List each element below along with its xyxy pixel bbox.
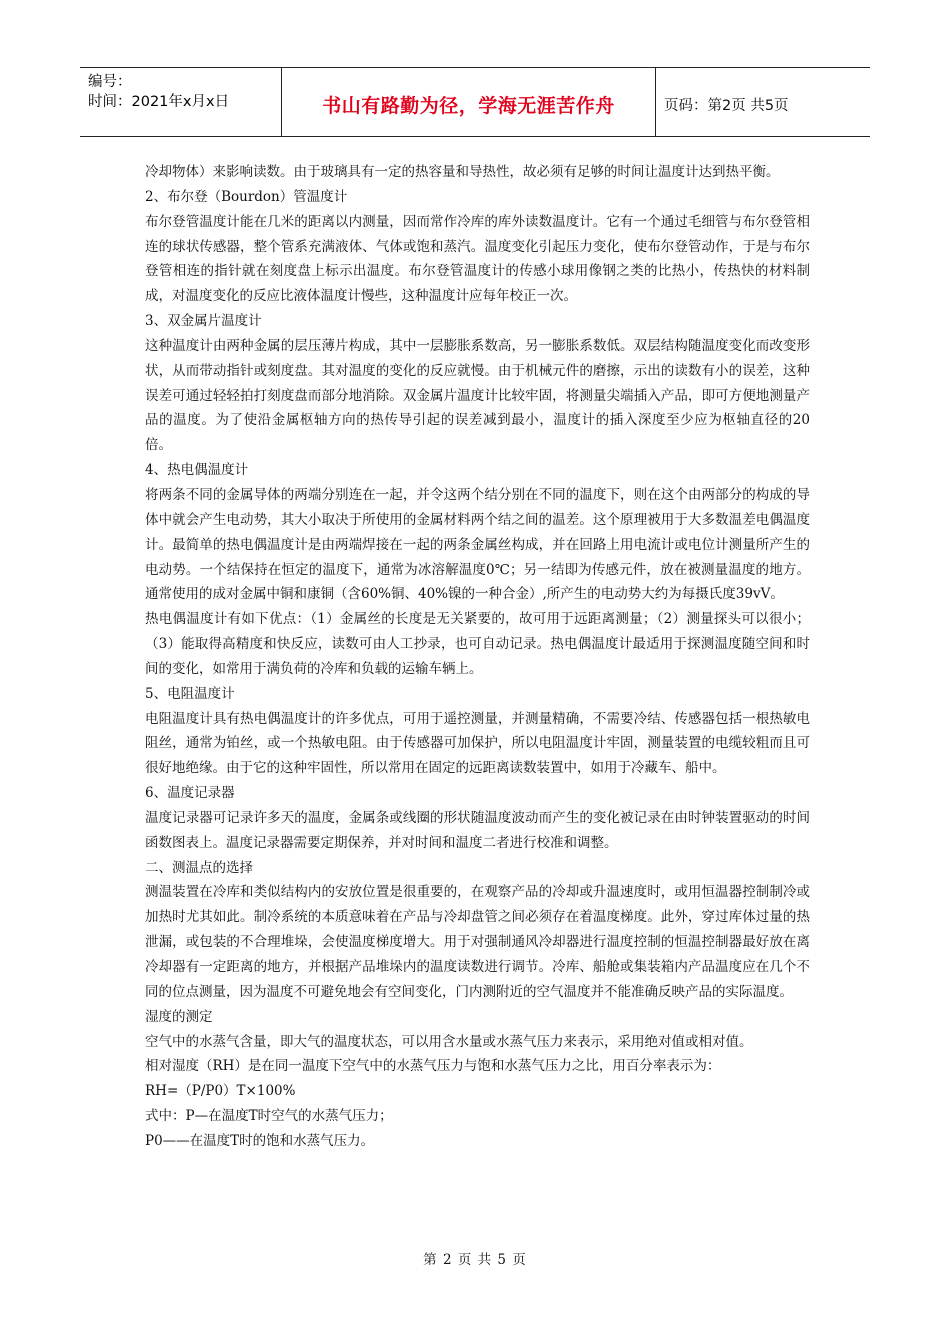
paragraph: 测温装置在冷库和类似结构内的安放位置是很重要的，在观察产品的冷却或升温速度时，或用恒温器控制制冷或加热时尤其如此。制冷系统的本质意味着在产品与冷却盘管之间必须存在着温度梯度。此外，穿过库体过量的热泄漏，或包装的不合理堆垛，会使温度梯度增大。用于对强制通风冷却器进行温度控制的恒温控制器最好放在离冷却器有一定距离的地方，并根据产品堆垛内的温度读数进行调节。冷库、船舱或集装箱内产品温度应在几个不同的位点测量，因为温度不可避免地会有空间变化，门内测附近的空气温度并不能准确反映产品的实际温度。 [145, 884, 810, 1000]
paragraph: 将两条不同的金属导体的两端分别连在一起，并令这两个结分别在不同的温度下，则在这个由两部分的构成的导体中就会产生电动势，其大小取决于所使用的金属材料两个结之间的温差。这个原理被用于大多数温差电偶温度计。最简单的热电偶温度计是由两端焊接在一起的两条金属丝构成，并在回路上用电流计或电位计测量所产生的电动势。一个结保持在恒定的温度下，通常为冰溶解温度0℃；另一结即为传感元件，放在被测量温度的地方。通常使用的成对金属中铜和康铜（含60%铜、40%镍的一种合金）,所产生的电动势大约为每摄氏度39vV。 [145, 486, 810, 603]
paragraph: 热电偶温度计有如下优点：（1）金属丝的长度是无关紧要的，故可用于远距离测量；（2）测量探头可以很小；（3）能取得高精度和快反应，读数可由人工抄录，也可自动记录。热电偶温度计最适用于探测温度随空间和时间的变化，如常用于满负荷的冷库和负载的运输车辆上。 [145, 611, 810, 677]
document-body [145, 160, 810, 1154]
date-label: 时间：2021年x月x日 [88, 94, 230, 110]
page-header [80, 67, 870, 137]
paragraph: 这种温度计由两种金属的层压薄片构成，其中一层膨胀系数高，另一膨胀系数低。双层结构随温度变化而改变形状，从而带动指针或刻度盘。其对温度的变化的反应就慢。由于机械元件的磨擦，示出的读数有小的误差，这种误差可通过轻轻拍打刻度盘而部分地消除。双金属片温度计比较牢固，将测量尖端插入产品，即可方便地测量产品的温度。为了使沿金属枢轴方向的热传导引起的误差减到最小，温度计的插入深度至少应为枢轴直径的20倍。 [145, 337, 810, 454]
page-footer: 第 2 页 共 5 页 [423, 1252, 527, 1268]
section-heading: 3、双金属片温度计 [145, 313, 262, 330]
section-heading: 2、布尔登（Bourdon）管温度计 [145, 188, 348, 205]
header-meta [80, 68, 282, 136]
paragraph: 电阻温度计具有热电偶温度计的许多优点，可用于遥控测量，并测量精确，不需要冷结、传感器包括一根热敏电阻丝，通常为铂丝，或一个热敏电阻。由于传感器可加保护，所以电阻温度计牢固，测量装置的电缆较粗而且可很好地绝缘。由于它的这种牢固性，所以常用在固定的远距离读数装置中，如用于冷藏车、船中。 [145, 710, 810, 777]
paragraph: 布尔登管温度计能在几米的距离以内测量，因而常作冷库的库外读数温度计。它有一个通过毛细管与布尔登管相连的球状传感器，整个管系充满液体、气体或饱和蒸汽。温度变化引起压力变化，使布尔登管动作，于是与布尔登管相连的指针就在刻度盘上标示出温度。布尔登管温度计的传感小球用像钢之类的比热小，传热快的材料制成，对温度变化的反应比液体温度计慢些，这种温度计应每年校正一次。 [145, 213, 810, 305]
section-heading: 6、温度记录器 [145, 785, 235, 802]
section-heading: 5、电阻温度计 [145, 685, 235, 702]
paragraph: 式中：P—在温度T时空气的水蒸气压力； [145, 1108, 393, 1125]
formula: RH=（P/P0）T×100% [145, 1083, 296, 1100]
paragraph: P0——在温度T时的饱和水蒸气压力。 [145, 1132, 375, 1149]
paragraph: 相对湿度（RH）是在同一温度下空气中的水蒸气压力与饱和水蒸气压力之比，用百分率表示为： [145, 1058, 721, 1075]
paragraph: 空气中的水蒸气含量，即大气的温度状态，可以用含水量或水蒸气压力来表示，采用绝对值或相对值。 [145, 1033, 753, 1050]
header-motto: 书山有路勤为径，学海无涯苦作舟 [282, 68, 656, 136]
header-page-label: 页码：第2页 共5页 [664, 97, 789, 114]
section-heading: 二、测温点的选择 [145, 859, 253, 876]
section-heading: 4、热电偶温度计 [145, 462, 249, 479]
paragraph: 温度记录器可记录许多天的温度，金属条或线圈的形状随温度波动而产生的变化被记录在由时钟装置驱动的时间函数图表上。温度记录器需要定期保养，并对时间和温度二者进行校准和调整。 [145, 809, 810, 851]
section-heading: 湿度的测定 [145, 1008, 213, 1025]
paragraph: 冷却物体）来影响读数。由于玻璃具有一定的热容量和导热性，故必须有足够的时间让温度计达到热平衡。 [145, 164, 780, 180]
number-label: 编号： [88, 74, 132, 90]
